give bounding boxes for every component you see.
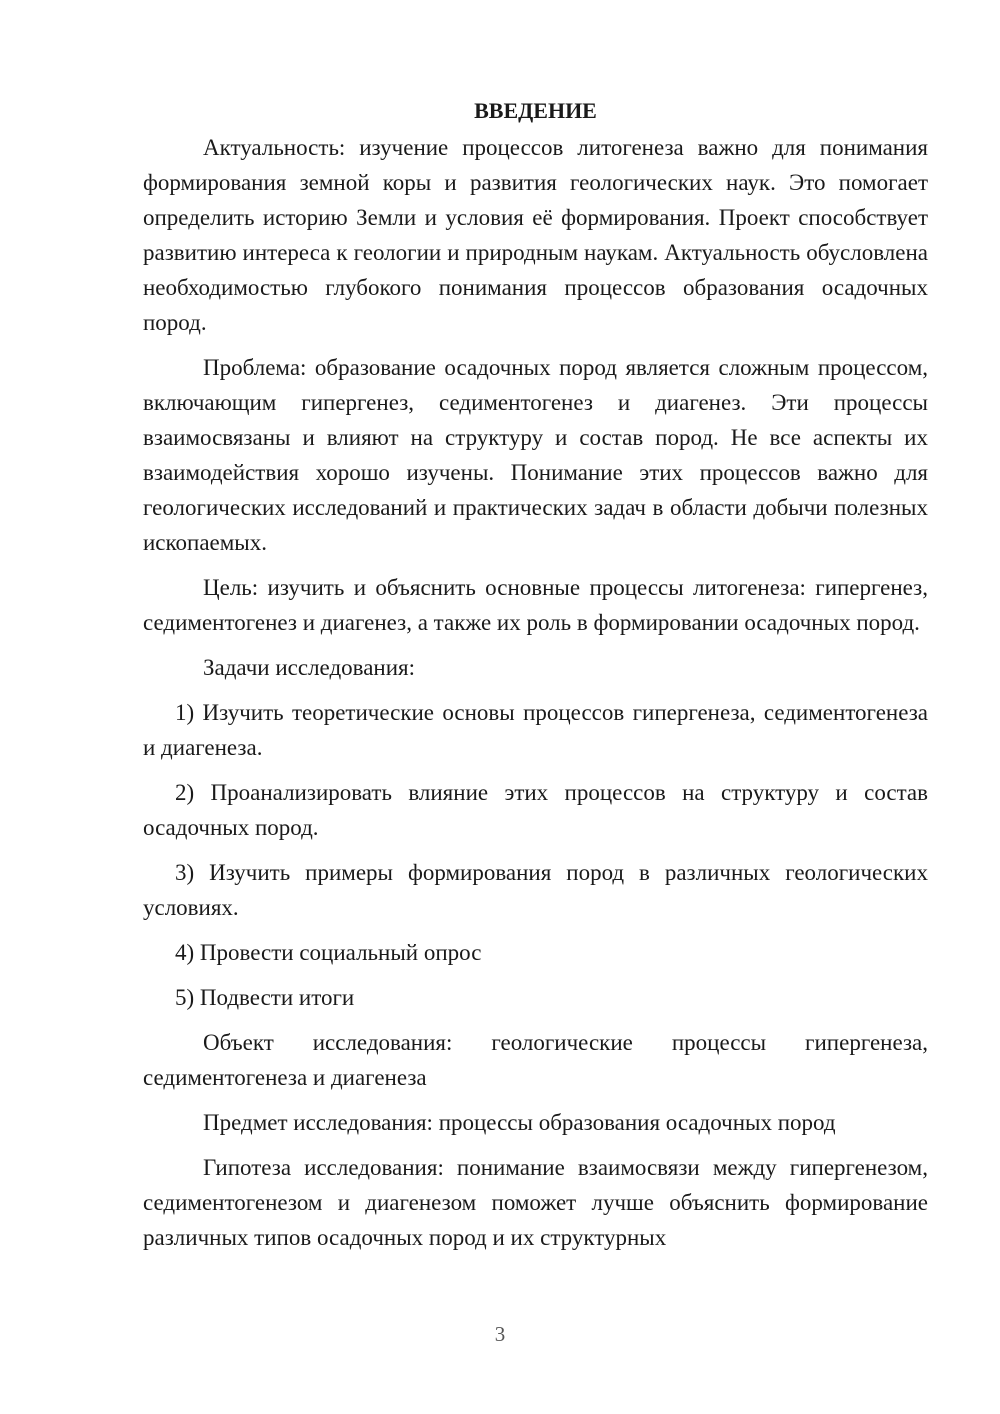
task-item-4: 4) Провести социальный опрос	[175, 940, 482, 965]
relevance-paragraph: Актуальность: изучение процессов литогенеза важно для понимания формирования земной коры и развития геологических наук. Это помогает определить историю Земли и условия её формирования. Проект способствует развитию интереса к геологии и природным наукам. Актуальность обусловлена необходимостью глубокого понимания процессов образования осадочных пород.	[143, 135, 928, 335]
hypothesis-paragraph: Гипотеза исследования: понимание взаимосвязи между гипергенезом, седиментогенезом и диагенезом поможет лучше объяснить формирование различных типов осадочных пород и их структурных	[143, 1155, 928, 1250]
task-item-1: 1) Изучить теоретические основы процессов гипергенеза, седиментогенеза и диагенеза.	[143, 700, 928, 760]
page-content	[143, 93, 928, 1255]
tasks-heading: Задачи исследования:	[203, 655, 416, 680]
object-paragraph: Объект исследования: геологические процессы гипергенеза, седиментогенеза и диагенеза	[143, 1030, 928, 1090]
page-number: 3	[494, 1322, 506, 1346]
task-item-3: 3) Изучить примеры формирования пород в различных геологических условиях.	[143, 860, 928, 920]
section-heading: ВВЕДЕНИЕ	[474, 98, 597, 123]
goal-paragraph: Цель: изучить и объяснить основные процессы литогенеза: гипергенез, седиментогенез и диагенез, а также их роль в формировании осадочных пород.	[143, 575, 928, 635]
subject-paragraph: Предмет исследования: процессы образования осадочных пород	[203, 1110, 836, 1135]
problem-paragraph: Проблема: образование осадочных пород является сложным процессом, включающим гипергенез, седиментогенез и диагенез. Эти процессы взаимосвязаны и влияют на структуру и состав пород. Не все аспекты их взаимодействия хорошо изучены. Понимание этих процессов важно для геологических исследований и практических задач в области добычи полезных ископаемых.	[143, 355, 928, 555]
task-item-2: 2) Проанализировать влияние этих процессов на структуру и состав осадочных пород.	[143, 780, 928, 840]
task-item-5: 5) Подвести итоги	[175, 985, 355, 1010]
